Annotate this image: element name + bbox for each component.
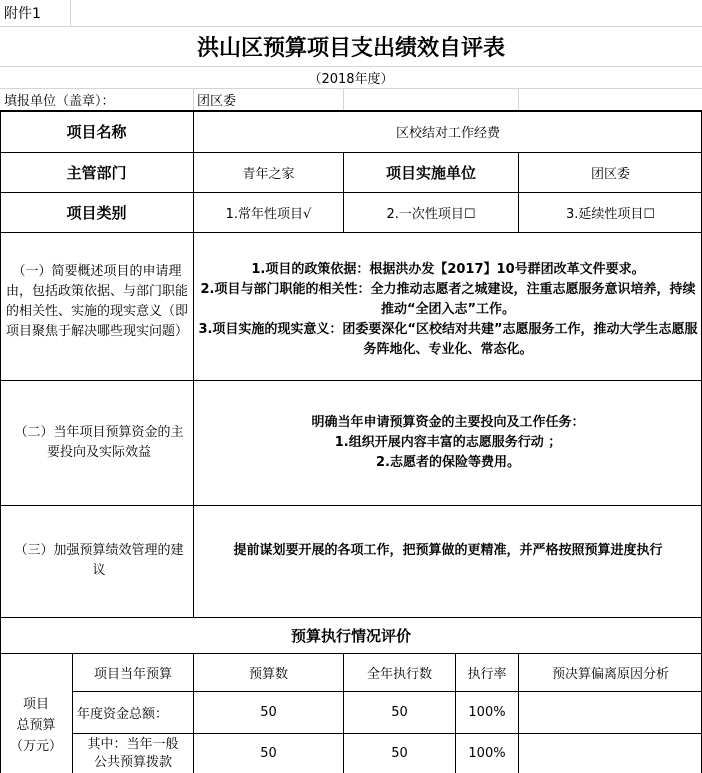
category-option-recurring: 1.常年性项目√ <box>225 206 312 222</box>
header-item: 项目当年预算 <box>93 667 172 682</box>
table-row-item: 其中：当年一般 公共预算拨款 <box>87 736 179 770</box>
category-option-continuing: 3.延续性项目☐ <box>565 206 656 222</box>
table-row-analysis <box>519 692 702 733</box>
dept-value: 青年之家 <box>242 166 295 182</box>
table-row-rate: 100% <box>468 746 506 761</box>
section3-content: 提前谋划要开展的各项工作，把预算做的更精准，并严格按照预算进度执行 <box>233 543 663 558</box>
dept-label: 主管部门 <box>66 163 127 182</box>
year-label: （2018年度） <box>308 71 394 87</box>
reporting-unit-label: 填报单位（盖章）： <box>4 93 115 109</box>
header-analysis: 预决算偏离原因分析 <box>551 667 669 682</box>
section2-line-2: 1.组织开展内容丰富的志愿服务行动 ； <box>334 435 562 450</box>
project-name-label: 项目名称 <box>66 123 127 141</box>
attachment-label: 附件1 <box>4 6 41 22</box>
header-executed: 全年执行数 <box>366 667 432 682</box>
table-row-budget: 50 <box>260 705 277 720</box>
header-rate: 执行率 <box>467 667 507 682</box>
section1-line-3: 3.项目实施的现实意义：团委要深化“区校结对共建”志愿服务工作，推动大学生志愿服务阵地化、专业化、常态化。 <box>198 322 698 357</box>
category-option-onetime: 2.一次性项目☐ <box>386 206 476 222</box>
budget-eval-title: 预算执行情况评价 <box>290 627 411 645</box>
section1-content <box>198 260 698 360</box>
section2-line-3: 2.志愿者的保险等费用。 <box>376 455 520 470</box>
project-name-value: 区校结对工作经费 <box>395 126 500 141</box>
header-budget: 预算数 <box>248 667 288 682</box>
section1-line-1: 1.项目的政策依据：根据洪办发【2017】10号群团改革文件要求。 <box>251 262 645 277</box>
reporting-unit-value: 团区委 <box>197 93 237 109</box>
section3-label: （三）加强预算绩效管理的建议 <box>14 543 184 578</box>
table-row-executed: 50 <box>391 746 408 761</box>
section1-label: （一）简要概述项目的申请理由，包括政策依据、与部门职能的相关性、实施的现实意义（即项目聚焦于解决哪些现实问题） <box>6 264 189 339</box>
impl-unit-label: 项目实施单位 <box>385 163 476 182</box>
category-label: 项目类别 <box>66 203 127 222</box>
section2-label: （二）当年项目预算资金的主要投向及实际效益 <box>14 425 184 460</box>
table-row-rate: 100% <box>468 705 506 720</box>
section1-line-2: 2.项目与部门职能的相关性：全力推动志愿者之城建设，注重志愿服务意识培养，持续推动“全团入志”工作。 <box>200 282 696 317</box>
total-budget-label: 项目 总预算 （万元） <box>9 696 62 754</box>
table-row-analysis <box>519 734 702 773</box>
table-row-executed: 50 <box>391 705 408 720</box>
section2-content <box>198 413 698 473</box>
table-row-budget: 50 <box>260 746 277 761</box>
impl-unit-value: 团区委 <box>590 166 630 182</box>
table-row-item: 年度资金总额： <box>77 707 169 722</box>
page-title: 洪山区预算项目支出绩效自评表 <box>196 34 505 61</box>
section2-line-1: 明确当年申请预算资金的主要投向及工作任务： <box>311 415 585 430</box>
